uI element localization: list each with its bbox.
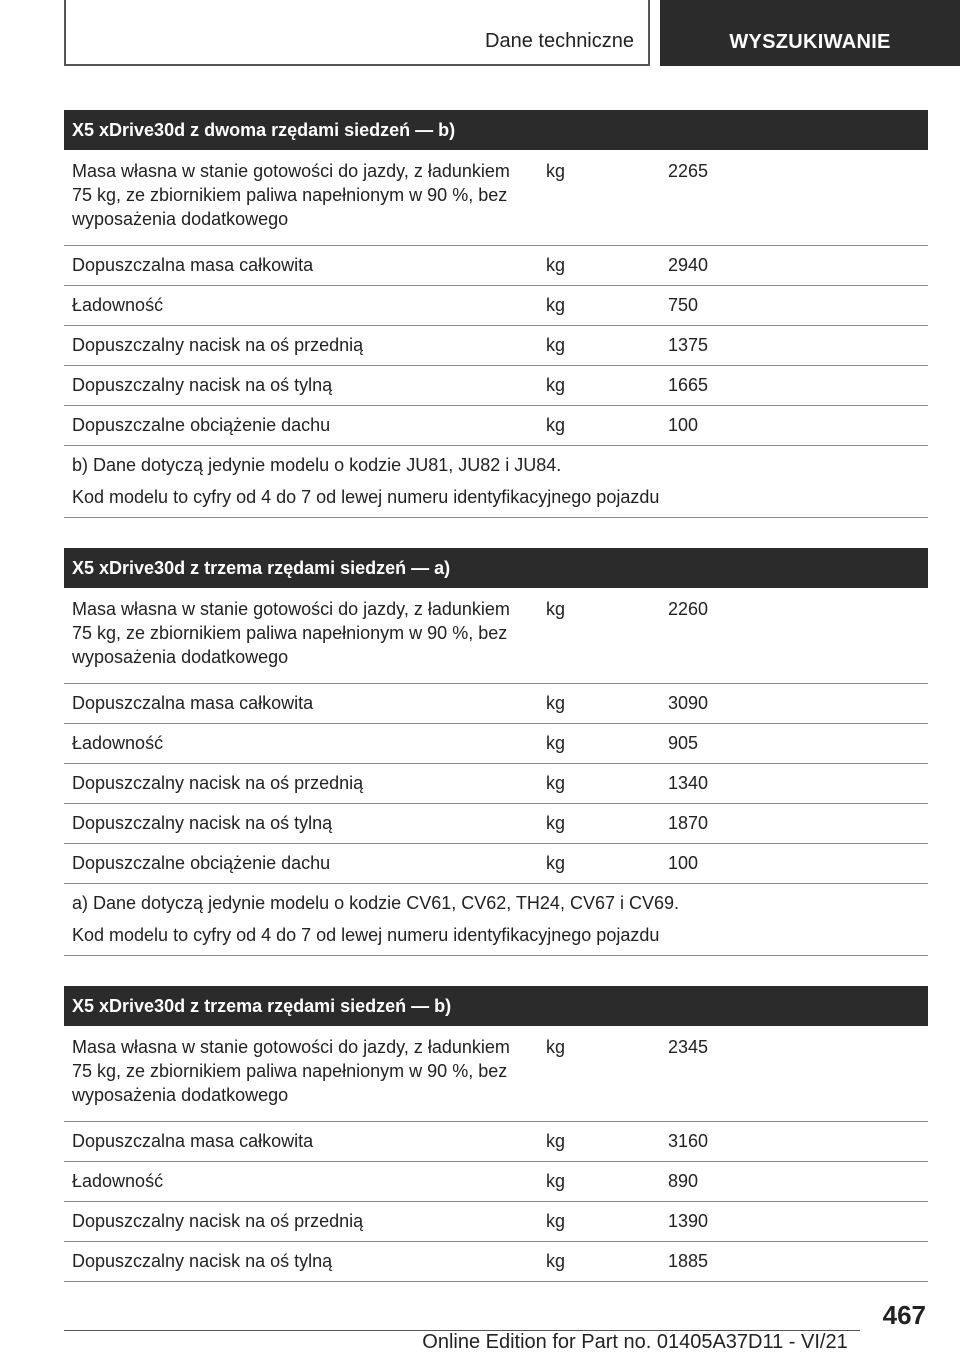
row-unit: kg xyxy=(546,773,566,793)
row-unit: kg xyxy=(546,733,566,753)
spec-table xyxy=(64,110,928,518)
row-label: Dopuszczalna masa całkowita xyxy=(72,1131,314,1151)
row-value: 2265 xyxy=(668,161,709,181)
row-value: 905 xyxy=(668,733,699,753)
row-label: Masa własna w stanie gotowości do jazdy, z ładunkiem 75 kg, ze zbiornikiem paliwa napełnionym w 90 %, bez wyposażenia dodatkowego xyxy=(72,1037,510,1105)
table-row xyxy=(64,286,928,326)
table-row xyxy=(64,150,928,246)
row-value: 100 xyxy=(668,853,699,873)
row-value: 1390 xyxy=(668,1211,709,1231)
row-label: Dopuszczalne obciążenie dachu xyxy=(72,415,331,435)
row-value: 3160 xyxy=(668,1131,709,1151)
row-value: 100 xyxy=(668,415,699,435)
row-unit: kg xyxy=(546,375,566,395)
row-label: Ładowność xyxy=(72,295,164,315)
row-label: Masa własna w stanie gotowości do jazdy, z ładunkiem 75 kg, ze zbiornikiem paliwa napełnionym w 90 %, bez wyposażenia dodatkowego xyxy=(72,161,510,229)
row-label: Dopuszczalny nacisk na oś przednią xyxy=(72,773,364,793)
header-section-title: Dane techniczne xyxy=(485,30,634,52)
table-title: X5 xDrive30d z trzema rzędami siedzeń — a) xyxy=(64,548,928,588)
row-value: 1665 xyxy=(668,375,709,395)
note-line: Kod modelu to cyfry od 4 do 7 od lewej numeru identyfikacyjnego pojazdu xyxy=(72,487,660,507)
row-unit: kg xyxy=(546,415,566,435)
table-row xyxy=(64,844,928,884)
table-row xyxy=(64,326,928,366)
row-value: 1885 xyxy=(668,1251,709,1271)
search-button[interactable]: WYSZUKIWANIE xyxy=(660,0,960,66)
spec-table xyxy=(64,986,928,1282)
note-line: b) Dane dotyczą jedynie modelu o kodzie JU81, JU82 i JU84. xyxy=(72,455,562,475)
row-unit: kg xyxy=(546,599,566,619)
note-line: a) Dane dotyczą jedynie modelu o kodzie CV61, CV62, TH24, CV67 i CV69. xyxy=(72,893,679,913)
row-unit: kg xyxy=(546,161,566,181)
row-label: Dopuszczalna masa całkowita xyxy=(72,693,314,713)
row-label: Dopuszczalny nacisk na oś tylną xyxy=(72,813,333,833)
row-value: 750 xyxy=(668,295,699,315)
table-row xyxy=(64,764,928,804)
row-label: Dopuszczalna masa całkowita xyxy=(72,255,314,275)
row-unit: kg xyxy=(546,813,566,833)
row-unit: kg xyxy=(546,1171,566,1191)
table-row xyxy=(64,366,928,406)
row-unit: kg xyxy=(546,1251,566,1271)
table-row xyxy=(64,684,928,724)
row-unit: kg xyxy=(546,693,566,713)
table-row xyxy=(64,1162,928,1202)
table-row xyxy=(64,246,928,286)
page-number: 467 xyxy=(882,1300,926,1330)
row-value: 2940 xyxy=(668,255,709,275)
row-value: 3090 xyxy=(668,693,709,713)
table-row xyxy=(64,1026,928,1122)
row-label: Dopuszczalny nacisk na oś tylną xyxy=(72,375,333,395)
row-value: 2345 xyxy=(668,1037,709,1057)
table-row xyxy=(64,1122,928,1162)
row-label: Ładowność xyxy=(72,733,164,753)
row-label: Dopuszczalny nacisk na oś tylną xyxy=(72,1251,333,1271)
content xyxy=(64,110,928,1312)
note-line: Kod modelu to cyfry od 4 do 7 od lewej numeru identyfikacyjnego pojazdu xyxy=(72,925,660,945)
spec-table xyxy=(64,548,928,956)
row-unit: kg xyxy=(546,1131,566,1151)
row-label: Masa własna w stanie gotowości do jazdy, z ładunkiem 75 kg, ze zbiornikiem paliwa napełnionym w 90 %, bez wyposażenia dodatkowego xyxy=(72,599,510,667)
table-note xyxy=(64,446,928,518)
row-value: 1375 xyxy=(668,335,709,355)
row-value: 1340 xyxy=(668,773,709,793)
row-label: Dopuszczalny nacisk na oś przednią xyxy=(72,335,364,355)
row-value: 890 xyxy=(668,1171,699,1191)
row-unit: kg xyxy=(546,853,566,873)
table-row xyxy=(64,588,928,684)
row-unit: kg xyxy=(546,335,566,355)
row-value: 1870 xyxy=(668,813,709,833)
table-row xyxy=(64,724,928,764)
row-value: 2260 xyxy=(668,599,709,619)
table-row xyxy=(64,406,928,446)
table-title: X5 xDrive30d z dwoma rzędami siedzeń — b) xyxy=(64,110,928,150)
table-title: X5 xDrive30d z trzema rzędami siedzeń — b) xyxy=(64,986,928,1026)
table-note xyxy=(64,884,928,956)
row-unit: kg xyxy=(546,255,566,275)
table-row xyxy=(64,1242,928,1282)
row-label: Ładowność xyxy=(72,1171,164,1191)
table-row xyxy=(64,804,928,844)
row-unit: kg xyxy=(546,1211,566,1231)
table-row xyxy=(64,1202,928,1242)
row-label: Dopuszczalny nacisk na oś przednią xyxy=(72,1211,364,1231)
header-frame xyxy=(64,0,650,66)
row-label: Dopuszczalne obciążenie dachu xyxy=(72,853,331,873)
row-unit: kg xyxy=(546,295,566,315)
footer-edition: Online Edition for Part no. 01405A37D11 - VI/21 xyxy=(422,1331,848,1353)
row-unit: kg xyxy=(546,1037,566,1057)
